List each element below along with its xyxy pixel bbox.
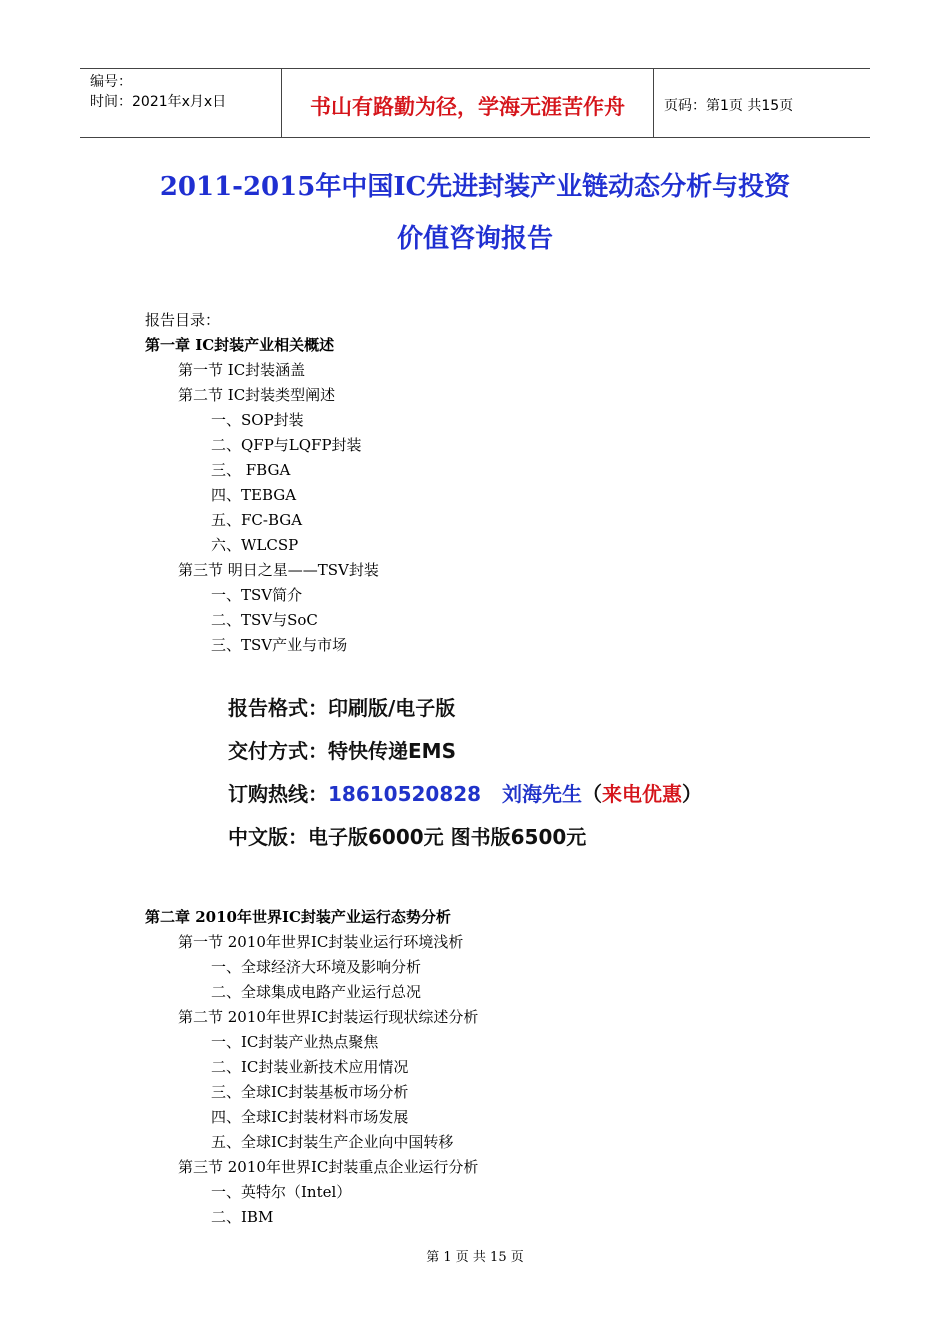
delivery-method: 交付方式：特快传递EMS — [228, 739, 456, 763]
toc-entry-item: 五、FC-BGA — [211, 511, 303, 529]
report-title-line1: 2011-2015年中国IC先进封装产业链动态分析与投资 — [159, 172, 791, 202]
promo-text: 来电优惠 — [602, 782, 683, 806]
header-time-label: 时间：2021年x月x日 — [90, 94, 227, 110]
header-motto: 书山有路勤为径，学海无涯苦作舟 — [282, 69, 654, 137]
header-number-label: 编号： — [90, 74, 132, 90]
toc-entry-sec: 第一节 IC封装涵盖 — [178, 361, 306, 379]
toc-entry-item: 三、全球IC封装基板市场分析 — [211, 1083, 409, 1101]
table-of-contents-part2 — [145, 905, 478, 1230]
toc-entry-item: 四、TEBGA — [211, 486, 297, 504]
header-meta — [80, 69, 282, 137]
toc-entry-item: 二、全球集成电路产业运行总况 — [211, 983, 422, 1001]
toc-entry-item: 二、IC封装业新技术应用情况 — [211, 1058, 409, 1076]
toc-entry-item: 三、TSV产业与市场 — [211, 636, 348, 654]
toc-entry-item: 三、 FBGA — [211, 461, 291, 479]
toc-entry-item: 二、IBM — [211, 1208, 274, 1226]
toc-entry-ch: 第一章 IC封装产业相关概述 — [145, 336, 335, 354]
report-format: 报告格式：印刷版/电子版 — [228, 696, 456, 720]
header-page-info: 页码：第1页 共15页 — [664, 97, 794, 114]
paren-open: （ — [582, 782, 603, 806]
toc-entry-sec: 第三节 2010年世界IC封装重点企业运行分析 — [178, 1158, 479, 1176]
toc-entry-sec: 第二节 2010年世界IC封装运行现状综述分析 — [178, 1008, 479, 1026]
hotline-label: 订购热线： — [228, 782, 328, 806]
toc-entry-sec: 第二节 IC封装类型阐述 — [178, 386, 336, 404]
order-hotline — [228, 776, 702, 819]
toc-entry-item: 一、英特尔（Intel） — [211, 1183, 352, 1201]
toc-entry-item: 一、SOP封装 — [211, 411, 304, 429]
toc-entry-item: 一、TSV简介 — [211, 586, 303, 604]
toc-entry-item: 二、QFP与LQFP封装 — [211, 436, 362, 454]
header-table — [80, 68, 870, 138]
toc-entry-item: 六、WLCSP — [211, 536, 299, 554]
paren-close: ） — [682, 782, 703, 806]
toc-entry-item: 一、全球经济大环境及影响分析 — [211, 958, 422, 976]
toc-entry-item: 一、IC封装产业热点聚焦 — [211, 1033, 379, 1051]
table-of-contents-part1 — [145, 308, 379, 658]
price-info: 中文版：电子版6000元 图书版6500元 — [228, 825, 587, 849]
toc-entry-intro: 报告目录： — [145, 311, 221, 329]
report-title-line2: 价值咨询报告 — [396, 224, 553, 254]
toc-entry-item: 五、全球IC封装生产企业向中国转移 — [211, 1133, 454, 1151]
toc-entry-sec: 第三节 明日之星——TSV封装 — [178, 561, 379, 579]
order-info-block — [228, 690, 702, 862]
toc-entry-item: 四、全球IC封装材料市场发展 — [211, 1108, 409, 1126]
page-footer: 第 1 页 共 15 页 — [426, 1250, 524, 1265]
toc-entry-item: 二、TSV与SoC — [211, 611, 318, 629]
hotline-number[interactable]: 18610520828 — [328, 782, 482, 806]
contact-name: 刘海先生 — [502, 782, 583, 806]
toc-entry-ch: 第二章 2010年世界IC封装产业运行态势分析 — [145, 908, 451, 926]
toc-entry-sec: 第一节 2010年世界IC封装业运行环境浅析 — [178, 933, 464, 951]
